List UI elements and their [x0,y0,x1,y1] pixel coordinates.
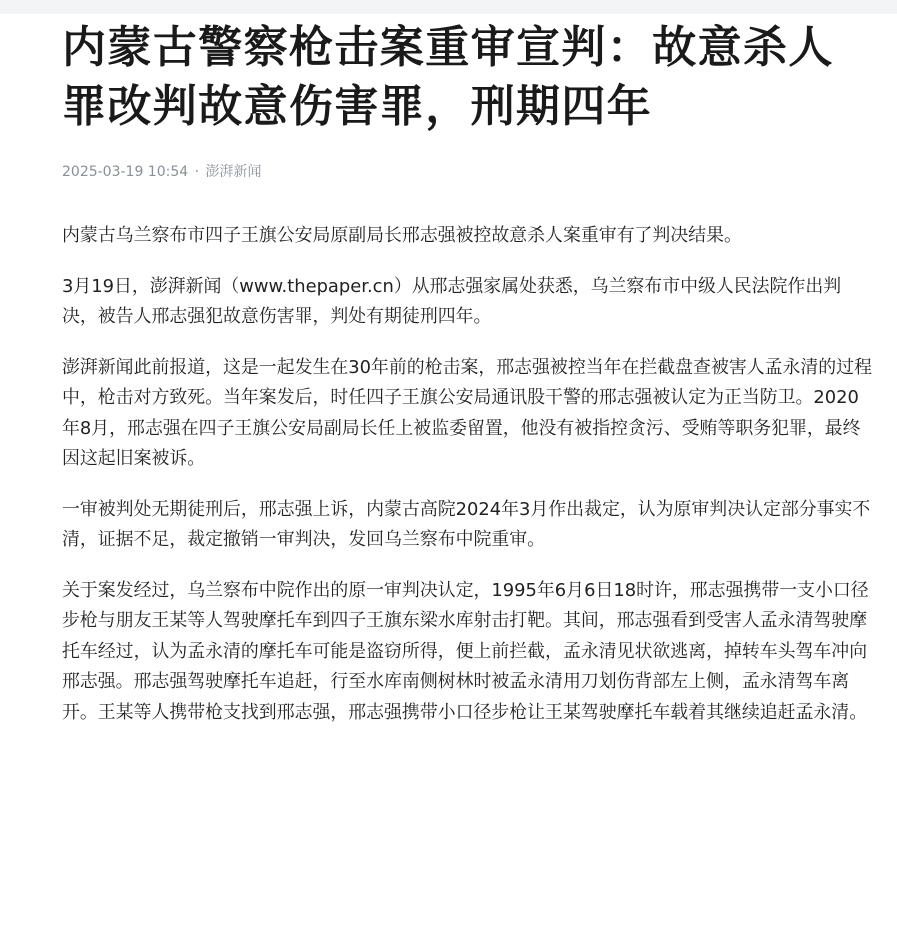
top-bar [0,0,897,14]
article-meta [62,162,874,182]
article-body [62,221,874,728]
article-title: 内蒙古警察枪击案重审宣判：故意杀人罪改判故意伤害罪，刑期四年 [62,22,834,132]
article [62,14,874,748]
article-source: 澎湃新闻 [205,164,262,180]
meta-separator: · [194,164,200,180]
paragraph-2: 3月19日，澎湃新闻（www.thepaper.cn）从邢志强家属处获悉，乌兰察布市中级人民法院作出判决，被告人邢志强犯故意伤害罪，判处有期徒刑四年。 [62,275,842,327]
paragraph-1: 内蒙古乌兰察布市四子王旗公安局原副局长邢志强被控故意杀人案重审有了判决结果。 [62,225,742,246]
paragraph-4: 一审被判处无期徒刑后，邢志强上诉，内蒙古高院2024年3月作出裁定，认为原审判决认定部分事实不清，证据不足，裁定撤销一审判决，发回乌兰察布中院重审。 [62,498,871,550]
publish-date: 2025-03-19 10:54 [62,164,189,180]
paragraph-5: 关于案发经过，乌兰察布中院作出的原一审判决认定，1995年6月6日18时许，邢志强携带一支小口径步枪与朋友王某等人驾驶摩托车到四子王旗东梁水库射击打靶。其间，邢志强看到受害人孟永清驾驶摩托车经过，认为孟永清的摩托车可能是盗窃所得，便上前拦截，孟永清见状欲逃离，掉转车头驾车冲向邢志强。邢志强驾驶摩托车追赶，行至水库南侧树林时被孟永清用刀划伤背部左上侧，孟永清驾车离开。王某等人携带枪支找到邢志强，邢志强携带小口径步枪让王某驾驶摩托车载着其继续追赶孟永清。 [62,579,869,723]
paragraph-3: 澎湃新闻此前报道，这是一起发生在30年前的枪击案，邢志强被控当年在拦截盘查被害人孟永清的过程中，枪击对方致死。当年案发后，时任四子王旗公安局通讯股干警的邢志强被认定为正当防卫。2020年8月，邢志强在四子王旗公安局副局长任上被监委留置，他没有被指控贪污、受贿等职务犯罪，最终因这起旧案被诉。 [62,356,872,469]
